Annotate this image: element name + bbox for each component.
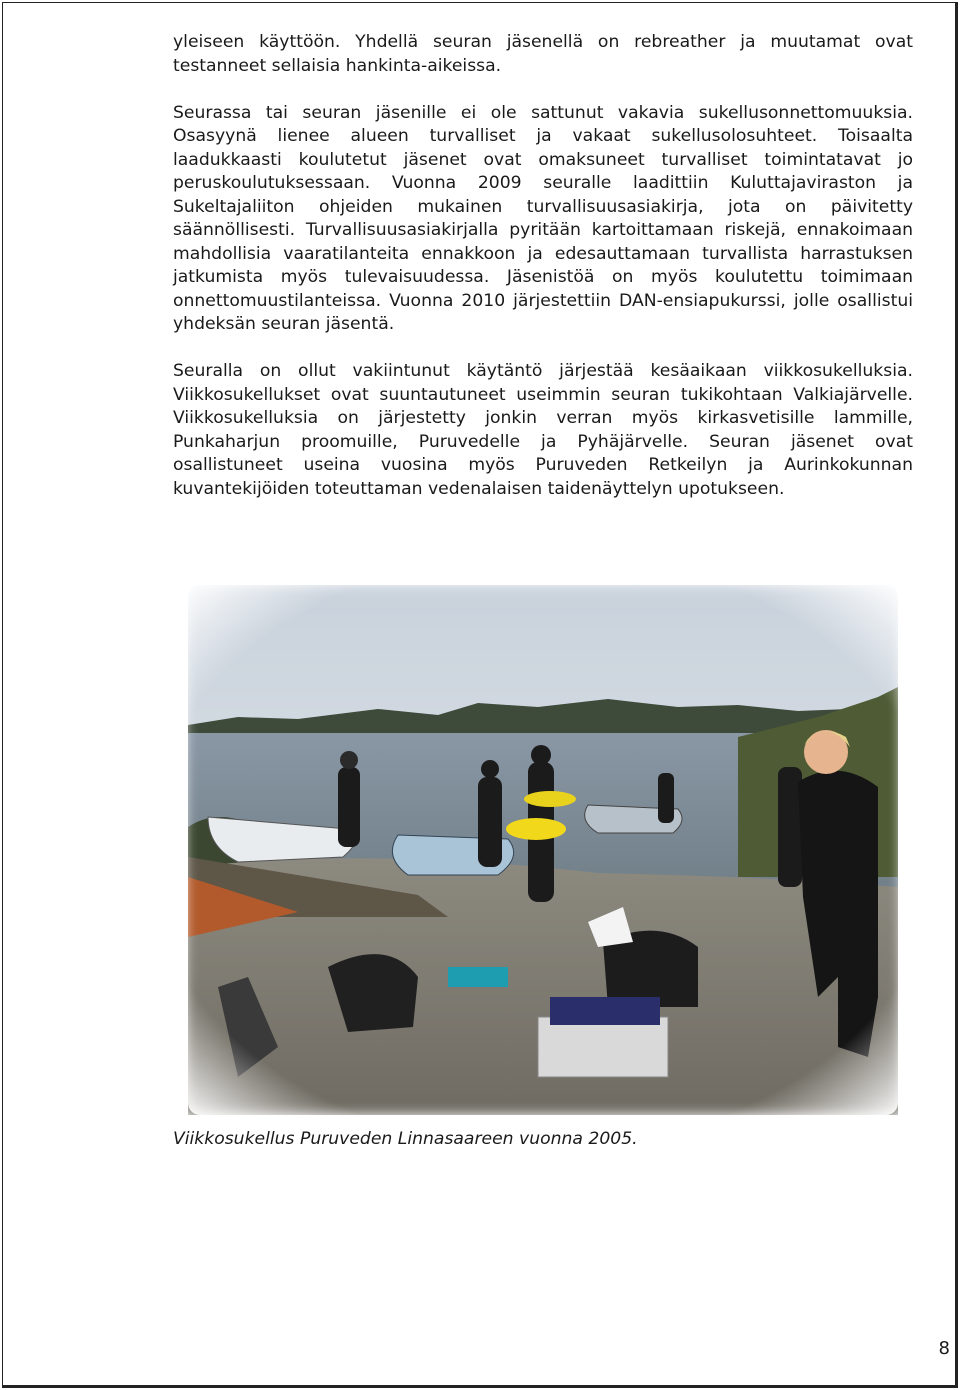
paragraph-2: Seurassa tai seuran jäsenille ei ole sattunut vakavia sukellusonnettomuuksia. Osasyynä lienee alueen turvalliset ja vakaat sukellusolosuhteet. Toisaalta laadukkaasti koulutetut jäsenet ovat omaksuneet turvalliset toimintatavat jo peruskoulutuksessaan. Vuonna 2009 seuralle laadittiin Kuluttajaviraston ja Sukeltajaliiton ohjeiden mukainen turvallisuusasiakirja, jota on päivitetty säännöllisesti. Turvallisuusasiakirjalla pyritään kartoittamaan riskejä, ennakoimaan mahdollisia vaaratilanteita ennakkoon ja edesauttamaan turvallista harrastuksen jatkumista myös tulevaisuudessa. Jäsenistöä on myös koulutettu toimimaan onnettomuustilanteissa. Vuonna 2010 järjestettiin DAN-ensiapukurssi, jolle osallistui yhdeksän seuran jäsentä.	[173, 102, 913, 334]
body-text	[173, 31, 913, 525]
diving-photo	[178, 577, 908, 1122]
paragraph-1: yleiseen käyttöön. Yhdellä seuran jäsenellä on rebreather ja muutamat ovat testanneet sellaisia hankinta-aikeissa.	[173, 32, 913, 76]
photo-caption: Viikkosukellus Puruveden Linnasaareen vuonna 2005.	[173, 1129, 638, 1149]
page-number: 8	[938, 1338, 950, 1359]
paragraph-3: Seuralla on ollut vakiintunut käytäntö järjestää kesäaikaan viikkosukelluksia. Viikkosukellukset ovat suuntautuneet useimmin seuran tukikohtaan Valkiajärvelle. Viikkosukelluksia on järjestetty jonkin verran myös kirkasvetisille lammille, Punkaharjun proomuille, Puruvedelle ja Pyhäjärvelle. Seuran jäsenet ovat osallistuneet useina vuosina myös Puruveden Retkeilyn ja Aurinkokunnan kuvantekijöiden toteuttaman vedenalaisen taidenäyttelyn upotukseen.	[173, 361, 913, 499]
